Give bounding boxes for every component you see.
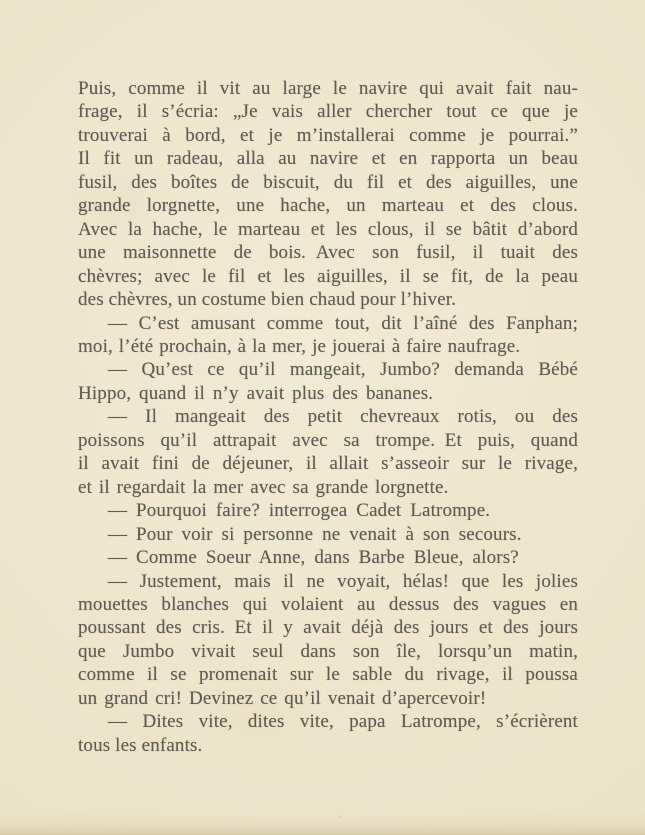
text-line: — C’est amusant comme tout, dit l’aîné des Fanphan; — [108, 312, 578, 334]
text-line: il avait fini de déjeuner, il allait s’asseoir sur le rivage, — [78, 453, 578, 475]
text-line: — Pour voir si personne ne venait à son secours. — [108, 523, 522, 545]
text-line: — Qu’est ce qu’il mangeait, Jumbo? demanda Bébé — [108, 359, 578, 381]
text-line: Hippo, quand il n’y avait plus des bananes. — [78, 382, 434, 404]
text-line: poussant des cris. Et il y avait déjà des jours et des jours — [78, 617, 578, 639]
text-line: et il regardait la mer avec sa grande lorgnette. — [78, 476, 449, 498]
text-line: chèvres; avec le fil et les aiguilles, il se fit, de la peau — [78, 265, 578, 287]
text-line: des chèvres, un costume bien chaud pour l’hiver. — [78, 289, 457, 311]
text-line: — Pourquoi faire? interrogea Cadet Latrompe. — [108, 500, 491, 522]
text-line: une maisonnette de bois. Avec son fusil, il tuait des — [78, 242, 578, 264]
text-line: Puis, comme il vit au large le navire qui avait fait nau- — [78, 78, 578, 99]
text-line: grande lorgnette, une hache, un marteau et des clous. — [78, 195, 578, 217]
text-line: comme il se promenait sur le sable du rivage, il poussa — [78, 664, 578, 686]
text-line: Avec la hache, le marteau et les clous, il se bâtit d’abord — [78, 218, 578, 240]
text-line: — Comme Soeur Anne, dans Barbe Bleue, alors? — [108, 547, 519, 569]
text-line: Il fit un radeau, alla au navire et en rapporta un beau — [78, 148, 578, 170]
text-line: trouverai à bord, et je m’installerai comme je pourrai.” — [78, 124, 578, 146]
text-line: moi, l’été prochain, à la mer, je jouerai à faire naufrage. — [78, 335, 521, 357]
text-line: — Il mangeait des petit chevreaux rotis, ou des — [108, 406, 578, 428]
text-line: mouettes blanches qui volaient au dessus des vagues en — [78, 593, 578, 615]
text-line: — Justement, mais il ne voyait, hélas! que les jolies — [108, 570, 578, 592]
text-line: que Jumbo vivait seul dans son île, lorsqu’un matin, — [78, 640, 578, 662]
text-line: un grand cri! Devinez ce qu’il venait d’apercevoir! — [78, 687, 487, 709]
page-bottom-edge — [0, 813, 645, 835]
text-line: poissons qu’il attrapait avec sa trompe. Et puis, quand — [78, 429, 578, 451]
text-line: frage, il s’écria: „Je vais aller chercher tout ce que je — [78, 101, 578, 123]
page-text — [78, 77, 578, 757]
text-line: fusil, des boîtes de biscuit, du fil et des aiguilles, une — [78, 171, 578, 193]
text-line: tous les enfants. — [78, 734, 203, 756]
text-line: — Dites vite, dites vite, papa Latrompe, s’écrièrent — [108, 711, 578, 733]
